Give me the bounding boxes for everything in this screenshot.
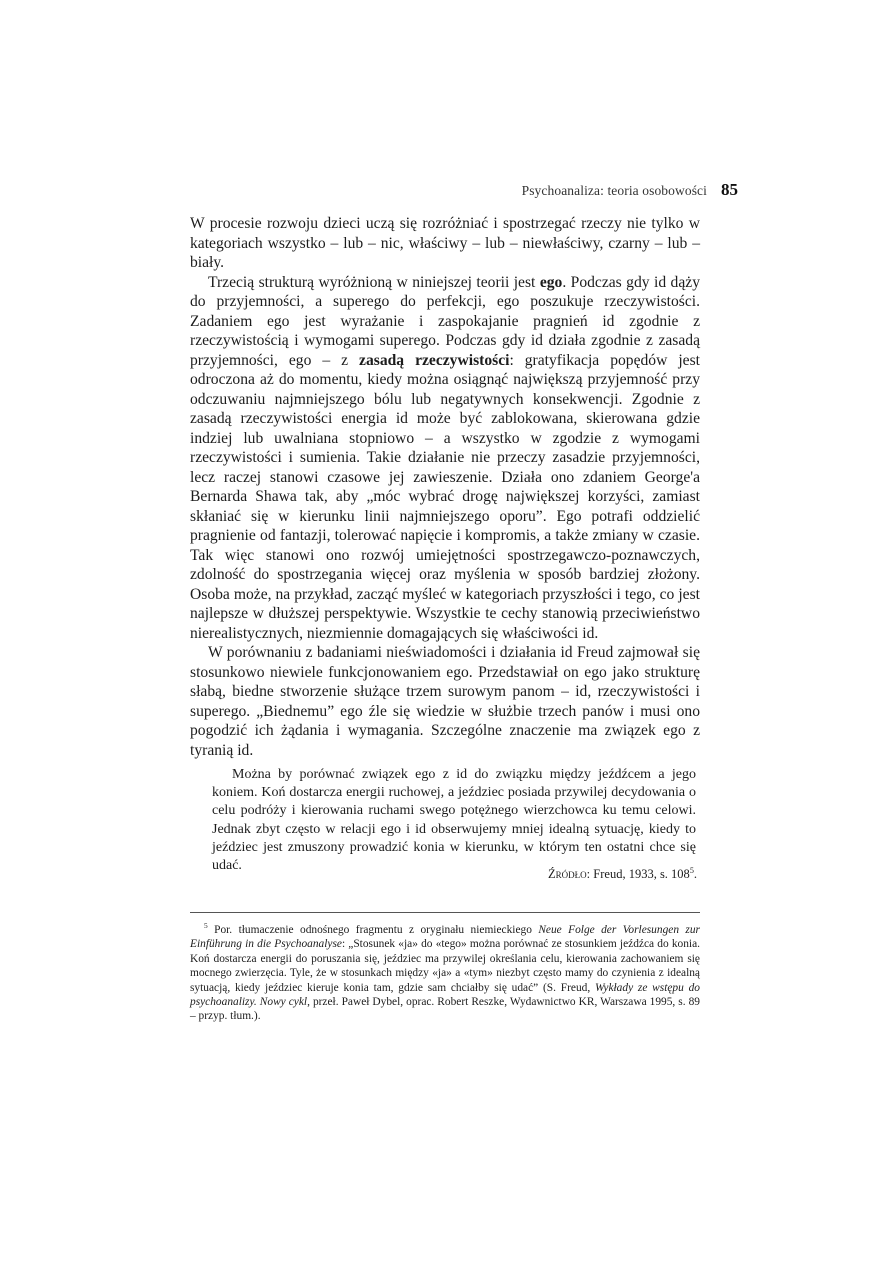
paragraph-2-part-e: : gratyfikacja popędów jest odroczona aż do momentu, kiedy można osiągnąć największą przyjemność przy odczuwaniu najmniejszego bólu lub negatywnych konsekwencji. Zgodnie z zasadą rzeczywistości energia id może być zablokowana, skierowana gdzie indziej lub uwalniana stopniowo – a wszystko w zgodzie z wymogami rzeczywistości i sumienia. Takie działanie nie przeczy zasadzie przyjemności, lecz raczej stanowi czasowe jej zawieszenie. Działa ono zdaniem George'a Bernarda Shawa tak, aby „móc wybrać drogę największej korzyści, zamiast skłaniać się w kierunku linii najmniejszego oporu”. Ego potrafi oddzielić pragnienie od fantazji, tolerować napięcie i kompromis, a także zmiany w czasie. Tak więc stanowi ono rozwój umiejętności spostrzegawczo-poznawczych, zdolność do spostrzegania więcej oraz myślenia w sposób bardziej złożony. Osoba może, na przykład, zacząć myśleć w kategoriach przyszłości i tego, co jest najlepsze w dłuższej perspektywie. Wszystkie te cechy stanowią przeciwieństwo nierealistycznych, niezmiennie domagających się właściwości id. xyxy=(190,351,700,642)
footnote xyxy=(190,923,700,1024)
footnote-part-3: : „Stosunek «ja» do «tego» można porównać ze stosunkiem jeźdźca do konia. Koń dostarcza energii do poruszania się, jeździec ma przywilej określania celu, kierowania zachowaniem się mocnego zwierzęcia. Tyle, że w stosunkach między «ja» a «tym» niezbyt często mamy do czynienia z idealną sytuacją, kiedy jeździec kieruje konia tam, gdzie sam chciałby się udać” (S. Freud, xyxy=(190,938,700,994)
block-quote xyxy=(212,766,696,875)
footnote-mark: 5 xyxy=(204,921,208,931)
body-text xyxy=(190,214,700,760)
running-title: Psychoanaliza: teoria osobowości xyxy=(521,183,707,198)
paragraph-2-part-a: Trzecią strukturą wyróżnioną w niniejszej teorii jest xyxy=(208,273,540,291)
footnote-title-polish: Wykłady ze wstępu do psychoanalizy. Nowy cykl xyxy=(190,981,700,1009)
paragraph-2 xyxy=(190,273,700,644)
source-label: Źródło: xyxy=(548,867,591,881)
page-number: 85 xyxy=(721,180,738,199)
term-reality-principle: zasadą rzeczywistości xyxy=(359,351,510,369)
footnote-part-1: Por. tłumaczenie odnośnego fragmentu z oryginału niemieckiego xyxy=(207,924,539,936)
paragraph-2-part-c: . Podczas gdy id dąży do przyjemności, a superego do perfekcji, ego poszukuje rzeczywistości. Zadaniem ego jest wyrażanie i zaspokajanie pragnień id zgodnie z rzeczywistością i wymogami superego. Podczas gdy id działa zgodnie z zasadą przyjemności, ego – z xyxy=(190,273,700,369)
footnote-text xyxy=(190,923,700,1024)
footnote-title-german: Neue Folge der Vorlesungen zur Einführung in die Psychoanalyse xyxy=(190,924,700,951)
source-footnote-ref: 5 xyxy=(689,865,694,875)
paragraph-3: W porównaniu z badaniami nieświadomości i działania id Freud zajmował się stosunkowo niewiele funkcjonowaniem ego. Przedstawiał on ego jako strukturę słabą, biedne stworzenie służące trzem surowym panom – id, rzeczywistości i superego. „Biednemu” ego źle się wiedzie w służbie trzech panów i musi ono pogodzić ich żądania i wymagania. Szczególne znaczenie ma związek ego z tyranią id. xyxy=(190,644,700,759)
footnote-divider xyxy=(190,912,700,913)
paragraph-1: W procesie rozwoju dzieci uczą się rozróżniać i spostrzegać rzeczy nie tylko w kategoriach wszystko – lub – nic, właściwy – lub – niewłaściwy, czarny – lub – biały. xyxy=(190,215,700,271)
running-head xyxy=(514,180,738,202)
footnote-part-5: , przeł. Paweł Dybel, oprac. Robert Reszke, Wydawnictwo KR, Warszawa 1995, s. 89 – przyp. tłum.). xyxy=(190,996,700,1023)
term-ego: ego xyxy=(539,273,563,291)
quote-text: Można by porównać związek ego z id do związku między jeźdźcem a jego koniem. Koń dostarcza energii ruchowej, a jeździec posiada przywilej decydowania o celu podróży i kierowania ruchami swego potężnego wierzchowca ku temu celowi. Jednak zbyt często w relacji ego i id obserwujemy mniej idealną sytuację, kiedy to jeździec jest zmuszony prowadzić konia w kierunku, w którym ten ostatni chce się udać. xyxy=(212,767,696,874)
source-end: . xyxy=(693,867,697,881)
quote-source xyxy=(400,867,697,882)
source-text: Freud, 1933, s. 108 xyxy=(590,867,690,881)
